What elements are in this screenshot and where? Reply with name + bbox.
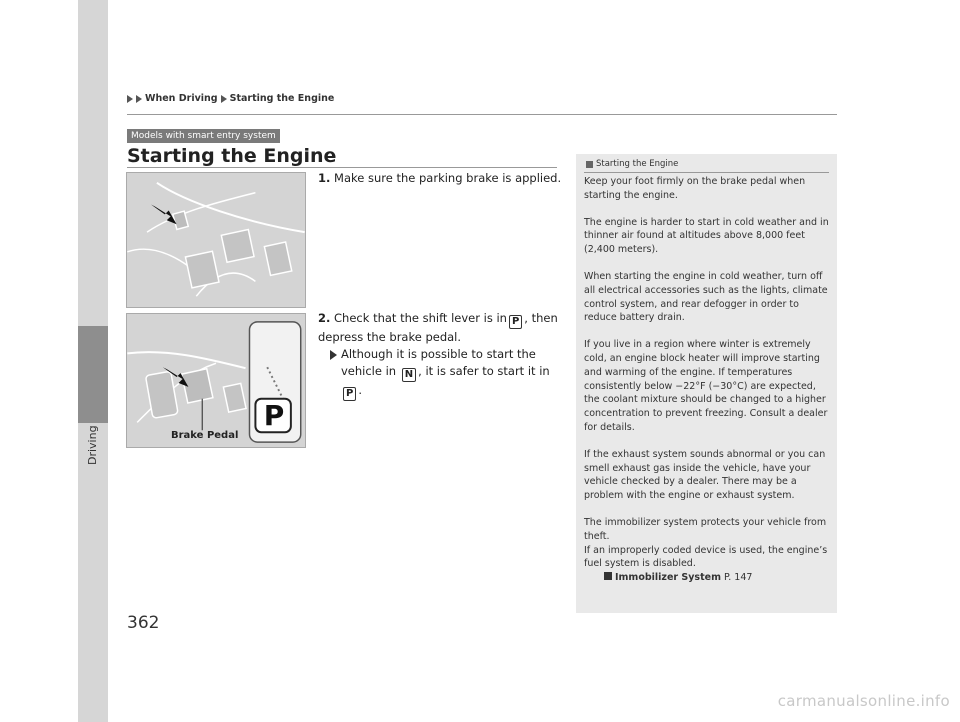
step-1-text: Make sure the parking brake is applied. <box>334 171 562 185</box>
breadcrumb-level-1[interactable]: When Driving <box>145 93 218 104</box>
note-exhaust: If the exhaust system sounds abnormal or you can smell exhaust gas inside the vehicle, have your vehicle checked by a dealer. There may be a problem with the engine or exhaust system. <box>584 448 826 502</box>
note-cold-weather: The engine is harder to start in cold weather and in thinner air found at altitudes above 8,000 feet (2,400 meters). <box>584 216 829 256</box>
note-arrow-icon <box>330 350 337 360</box>
note-immobilizer-b: If an improperly coded device is used, the engine’s fuel system is disabled. <box>584 544 828 570</box>
note-marker-icon <box>586 161 593 168</box>
note-brake: Keep your foot firmly on the brake pedal when starting the engine. <box>584 176 806 201</box>
title-divider <box>127 167 557 168</box>
step-2-text-a: Check that the shift lever is in <box>334 311 507 325</box>
note-block-heater: If you live in a region where winter is extremely cold, an engine block heater will improve starting and warming of the engine. If temperatures consistently below −22°F (−30°C) are expected, the coolant mixture should be changed to a higher concentration to prevent freezing. Consult a dealer for details. <box>584 339 828 433</box>
gear-key-p: P <box>509 315 522 329</box>
gear-key-p-2: P <box>343 387 356 401</box>
step-2-note <box>318 346 566 401</box>
gear-key-n: N <box>402 368 416 382</box>
notes-panel <box>576 154 837 613</box>
note-accessories: When starting the engine in cold weather, turn off all electrical accessories such as the lights, climate control system, and rear defogger in order to reduce battery drain. <box>584 270 828 324</box>
brake-pedal-label: Brake Pedal <box>171 430 239 441</box>
notes-title: Starting the Engine <box>596 159 679 169</box>
notes-divider <box>584 172 829 173</box>
breadcrumb-arrow-icon <box>136 95 142 103</box>
notes-body <box>584 175 833 585</box>
breadcrumb-arrow-icon <box>221 95 227 103</box>
breadcrumb-arrow-icon <box>127 95 133 103</box>
step-1-number: 1. <box>318 171 331 185</box>
watermark: carmanualsonline.info <box>777 692 950 710</box>
reference-icon <box>604 572 612 580</box>
reference-title: Immobilizer System <box>615 572 721 584</box>
chapter-tab <box>78 326 108 423</box>
reference-page: P. 147 <box>724 572 753 584</box>
note-immobilizer-a: The immobilizer system protects your vehicle from theft. <box>584 516 827 542</box>
step-2-note-a: Although it is possible to start the vehicle in <box>341 347 536 378</box>
step-2 <box>318 310 566 401</box>
step-2-number: 2. <box>318 311 331 325</box>
step-1 <box>318 170 566 187</box>
step-2-note-c: . <box>358 383 362 397</box>
notes-heading <box>586 159 678 169</box>
parking-brake-illustration <box>126 172 306 308</box>
step-2-text-b: , then depress the brake pedal. <box>318 311 558 344</box>
chapter-label: Driving <box>86 425 99 465</box>
breadcrumb <box>127 93 334 104</box>
page-number: 362 <box>127 613 160 633</box>
breadcrumb-level-2[interactable]: Starting the Engine <box>229 93 335 104</box>
immobilizer-reference-link[interactable] <box>584 571 833 585</box>
step-2-note-b: , it is safer to start it in <box>418 364 550 378</box>
gear-p-indicator: P <box>263 399 285 432</box>
header-divider <box>127 114 837 115</box>
model-badge: Models with smart entry system <box>127 129 280 143</box>
page-title: Starting the Engine <box>127 145 337 167</box>
note-immobilizer <box>584 516 833 585</box>
